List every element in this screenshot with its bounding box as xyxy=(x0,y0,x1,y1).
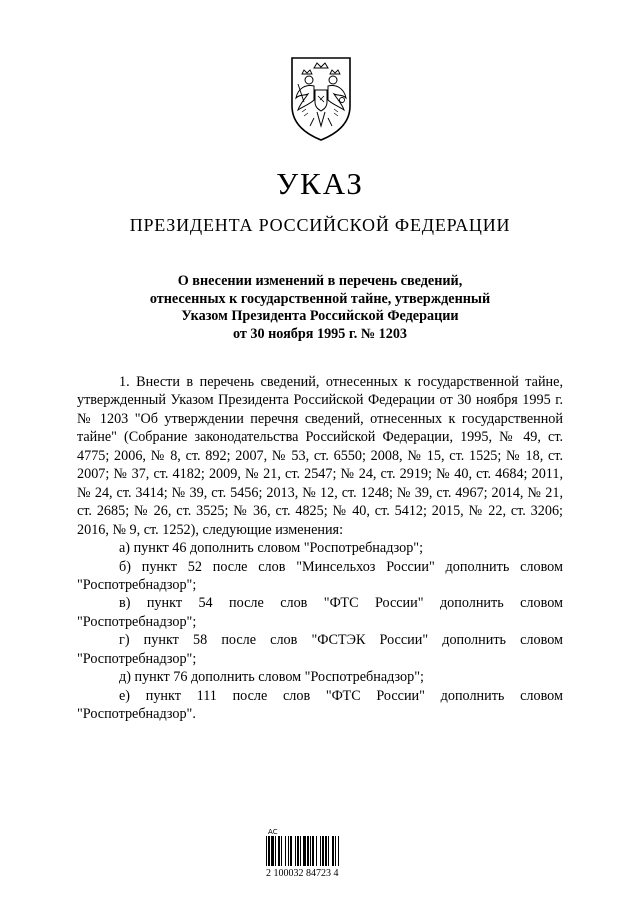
document-issuer-title: ПРЕЗИДЕНТА РОССИЙСКОЙ ФЕДЕРАЦИИ xyxy=(129,215,511,235)
paragraph-1: 1. Внести в перечень сведений, отнесенных к государственной тайне, утвержденный Указом Президента Российской Федерации от 30 ноября 1995 г. № 1203 "Об утверждении перечня сведений, отнесенных к государственной тайне" (Собрание законодательства Российской Федерации, 1995, № 49, ст. 4775; 2006, № 8, ст. 892; 2007, № 53, ст. 6550; 2008, № 15, ст. 1525; № 18, ст. 2007; № 37, ст. 4182; 2009, № 21, ст. 2547; № 24, ст. 2919; № 40, ст. 4684; 2011, № 24, ст. 3414; № 39, ст. 5456; 2013, № 12, ст. 1248; № 39, ст. 4967; 2014, № 21, ст. 2685; № 26, ст. 3525; № 36, ст. 4825; № 40, ст. 5412; 2015, № 22, ст. 3206; 2016, № 9, ст. 1252), следующие изменения: xyxy=(77,374,563,538)
barcode-bar xyxy=(310,836,311,866)
decree-subject-heading xyxy=(90,273,550,344)
barcode-bar xyxy=(316,836,317,866)
barcode-bar xyxy=(285,836,286,866)
barcode-bar xyxy=(290,836,292,866)
barcode-bar xyxy=(332,836,334,866)
amendment-item-v: в) пункт 54 после слов "ФТС России" дополнить словом "Роспотребнадзор"; xyxy=(77,595,563,630)
coat-of-arms-emblem xyxy=(284,54,358,144)
barcode-block xyxy=(250,828,390,884)
barcode-bar xyxy=(295,836,296,866)
barcode-bar xyxy=(312,836,314,866)
barcode-bar xyxy=(322,836,324,866)
barcode-bar xyxy=(288,836,289,866)
barcode-bar xyxy=(268,836,270,866)
barcode-bar xyxy=(320,836,321,866)
document-type-title: УКАЗ xyxy=(276,166,364,201)
barcode-bar xyxy=(328,836,329,866)
barcode-bar xyxy=(271,836,274,866)
barcode-image xyxy=(266,836,362,866)
barcode-number: 2 100032 84723 4 xyxy=(266,868,339,879)
subject-line: от 30 ноября 1995 г. № 1203 xyxy=(232,326,408,343)
subject-line: Указом Президента Российской Федерации xyxy=(181,308,459,325)
barcode-bar xyxy=(307,836,309,866)
amendment-item-e: е) пункт 111 после слов "ФТС России" дополнить словом "Роспотребнадзор". xyxy=(77,687,563,723)
barcode-bar xyxy=(325,836,327,866)
barcode-mark: АС xyxy=(268,828,278,836)
barcode-bar xyxy=(281,836,282,866)
amendment-item-g: г) пункт 58 после слов "ФСТЭК России" дополнить словом "Роспотребнадзор"; xyxy=(77,632,563,667)
barcode-bar xyxy=(335,836,336,866)
decree-body xyxy=(77,373,563,724)
barcode-bar xyxy=(278,836,280,866)
barcode-bar xyxy=(303,836,306,866)
subject-line: О внесении изменений в перечень сведений, xyxy=(177,273,463,289)
barcode-bar xyxy=(338,836,339,866)
barcode-bar xyxy=(300,836,301,866)
barcode-bar xyxy=(297,836,299,866)
amendment-item-a: а) пункт 46 дополнить словом "Роспотребнадзор"; xyxy=(119,540,424,557)
amendment-item-d: д) пункт 76 дополнить словом "Роспотребнадзор"; xyxy=(119,669,424,686)
amendment-item-b: б) пункт 52 после слов "Минсельхоз России" дополнить словом "Роспотребнадзор"; xyxy=(77,558,563,593)
barcode-bar xyxy=(275,836,276,866)
barcode-bar xyxy=(266,836,267,866)
subject-line: отнесенных к государственной тайне, утвержденный xyxy=(149,290,491,307)
